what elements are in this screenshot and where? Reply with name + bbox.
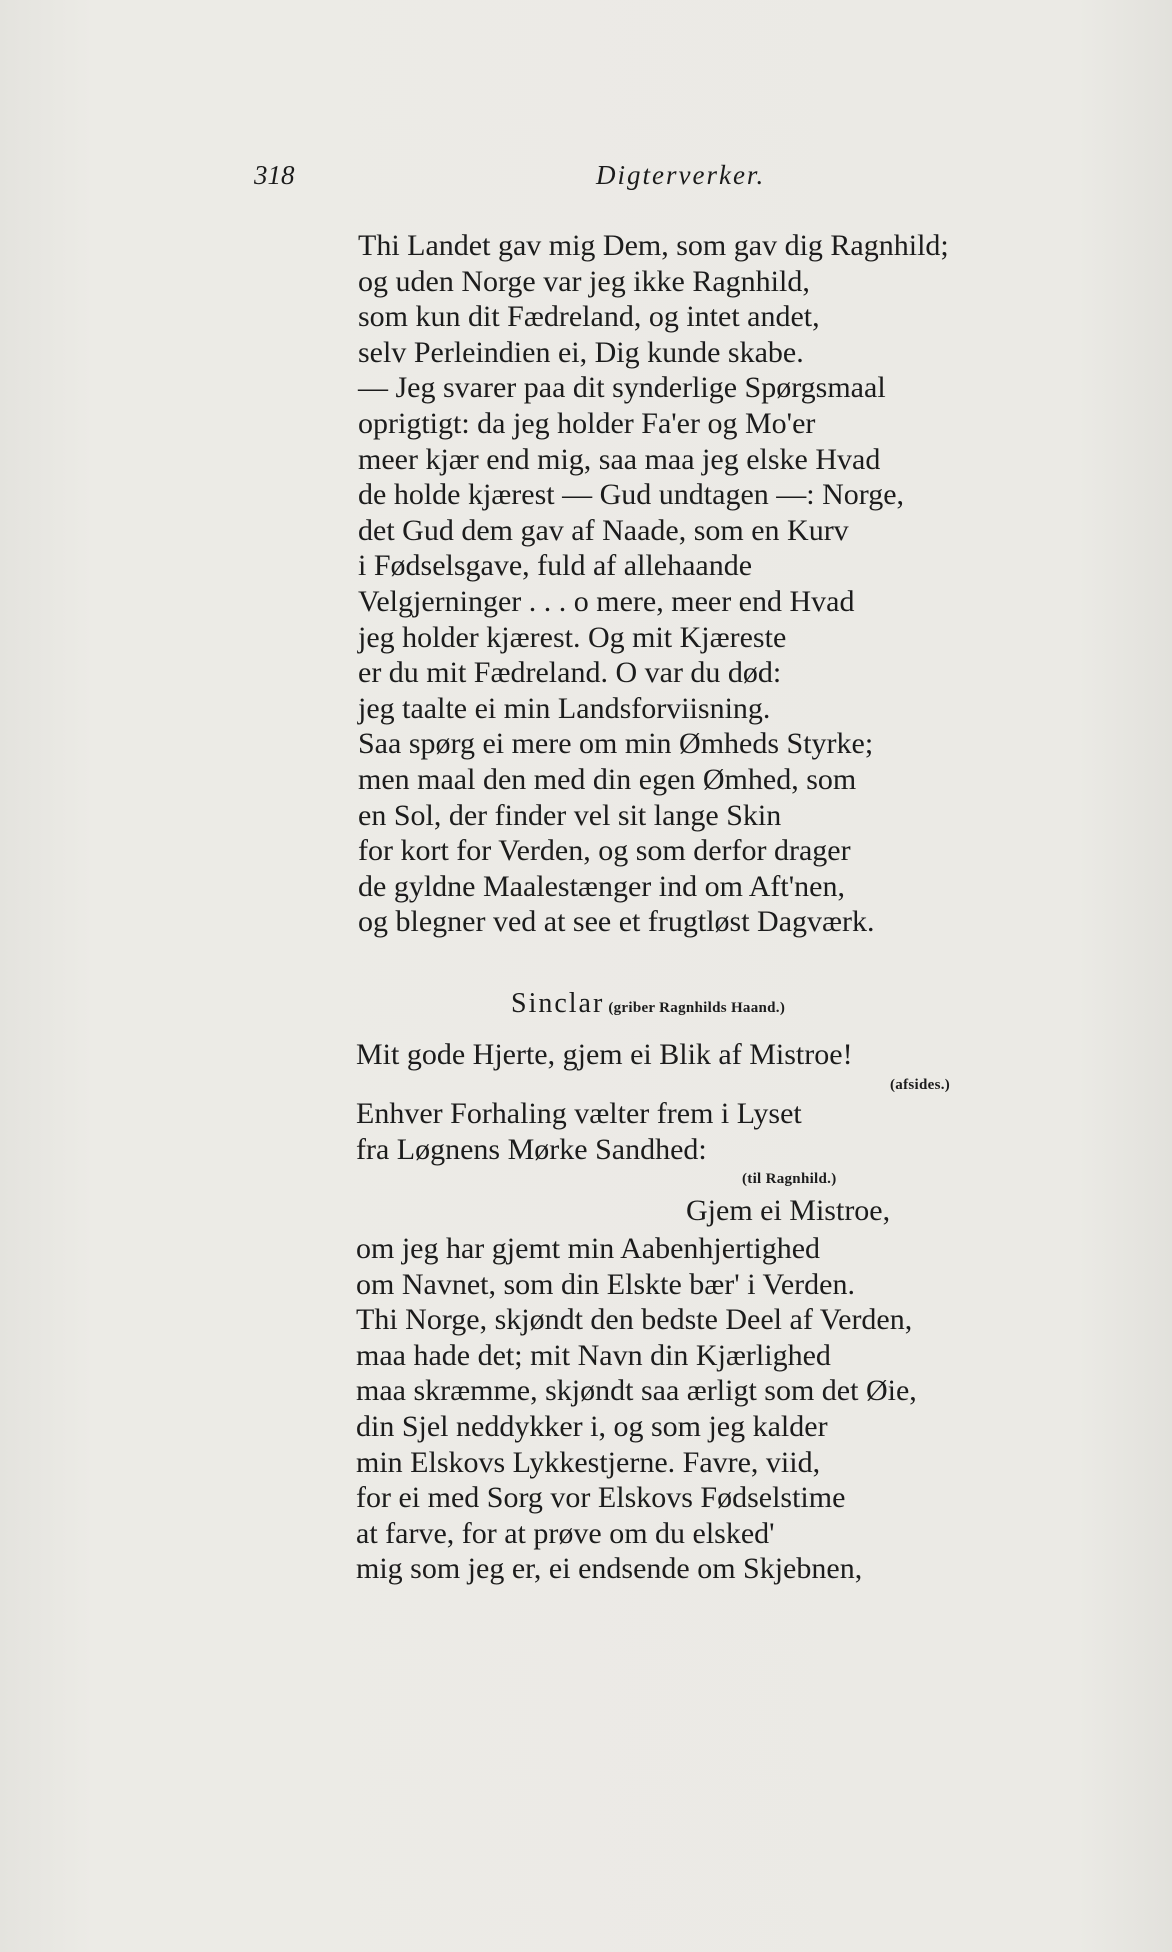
verse-line: meer kjær end mig, saa maa jeg elske Hvad xyxy=(358,442,881,476)
verse-line: oprigtigt: da jeg holder Fa'er og Mo'er xyxy=(358,406,816,440)
verse-line: er du mit Fædreland. O var du død: xyxy=(358,656,782,690)
verse-line: de gyldne Maalestænger ind om Aft'nen, xyxy=(358,869,845,903)
speaker-heading xyxy=(511,988,785,1020)
running-head xyxy=(254,160,814,200)
verse-line: Thi Norge, skjøndt den bedste Deel af Verden, xyxy=(356,1303,913,1337)
verse-line: Mit gode Hjerte, gjem ei Blik af Mistroe! xyxy=(356,1038,853,1071)
verse-line: Thi Landet gav mig Dem, som gav dig Ragnhild; xyxy=(358,229,949,262)
verse-line: min Elskovs Lykkestjerne. Favre, viid, xyxy=(356,1445,821,1479)
verse-line: de holde kjærest — Gud undtagen —: Norge, xyxy=(358,478,905,512)
verse-line: jeg holder kjærest. Og mit Kjæreste xyxy=(358,620,787,654)
verse-line: og uden Norge var jeg ikke Ragnhild, xyxy=(358,264,810,298)
verse-line: i Fødselsgave, fuld af allehaande xyxy=(358,549,753,583)
verse-line: Velgjerninger . . . o mere, meer end Hvad xyxy=(358,584,855,618)
verse-line: for ei med Sorg vor Elskovs Fødselstime xyxy=(356,1481,846,1515)
verse-line: og blegner ved at see et frugtløst Dagværk. xyxy=(358,905,875,939)
verse-line: Gjem ei Mistroe, xyxy=(686,1194,891,1227)
verse-line: jeg taalte ei min Landsforviisning. xyxy=(358,691,771,725)
verse-line: for kort for Verden, og som derfor drager xyxy=(358,834,851,868)
stage-direction: (griber Ragnhilds Haand.) xyxy=(608,1000,786,1016)
verse-line: det Gud dem gav af Naade, som en Kurv xyxy=(358,513,849,547)
verse-line: fra Løgnens Mørke Sandhed: xyxy=(356,1132,707,1166)
verse-stanza-2 xyxy=(356,1231,917,1587)
verse-aside xyxy=(356,1096,802,1167)
verse-line: din Sjel neddykker i, og som jeg kalder xyxy=(356,1409,828,1443)
verse-stanza-1 xyxy=(358,228,949,940)
verse-line-opening xyxy=(356,1037,853,1073)
verse-line: maa skræmme, skjøndt saa ærligt som det Øie, xyxy=(356,1374,917,1408)
verse-line: mig som jeg er, ei endsende om Skjebnen, xyxy=(356,1552,863,1586)
verse-line: en Sol, der finder vel sit lange Skin xyxy=(358,798,782,832)
verse-line: — Jeg svarer paa dit synderlige Spørgsmaal xyxy=(358,371,886,405)
verse-line: at farve, for at prøve om du elsked' xyxy=(356,1516,775,1550)
verse-line: Enhver Forhaling vælter frem i Lyset xyxy=(356,1097,802,1130)
verse-line: Saa spørg ei mere om min Ømheds Styrke; xyxy=(358,727,874,761)
verse-line: maa hade det; mit Navn din Kjærlighed xyxy=(356,1338,831,1372)
verse-line: men maal den med din egen Ømhed, som xyxy=(358,762,857,796)
stage-direction-aside: (afsides.) xyxy=(890,1077,951,1093)
verse-line: om Navnet, som din Elskte bær' i Verden. xyxy=(356,1267,855,1301)
verse-line: som kun dit Fædreland, og intet andet, xyxy=(358,300,820,334)
verse-continued xyxy=(686,1193,890,1229)
verse-line: om jeg har gjemt min Aabenhjertighed xyxy=(356,1232,821,1265)
speaker-name: Sinclar xyxy=(511,988,605,1019)
page-number: 318 xyxy=(254,160,295,190)
verse-line: selv Perleindien ei, Dig kunde skabe. xyxy=(358,335,804,369)
stage-direction-til: (til Ragnhild.) xyxy=(742,1171,837,1187)
running-title: Digterverker. xyxy=(596,160,766,190)
